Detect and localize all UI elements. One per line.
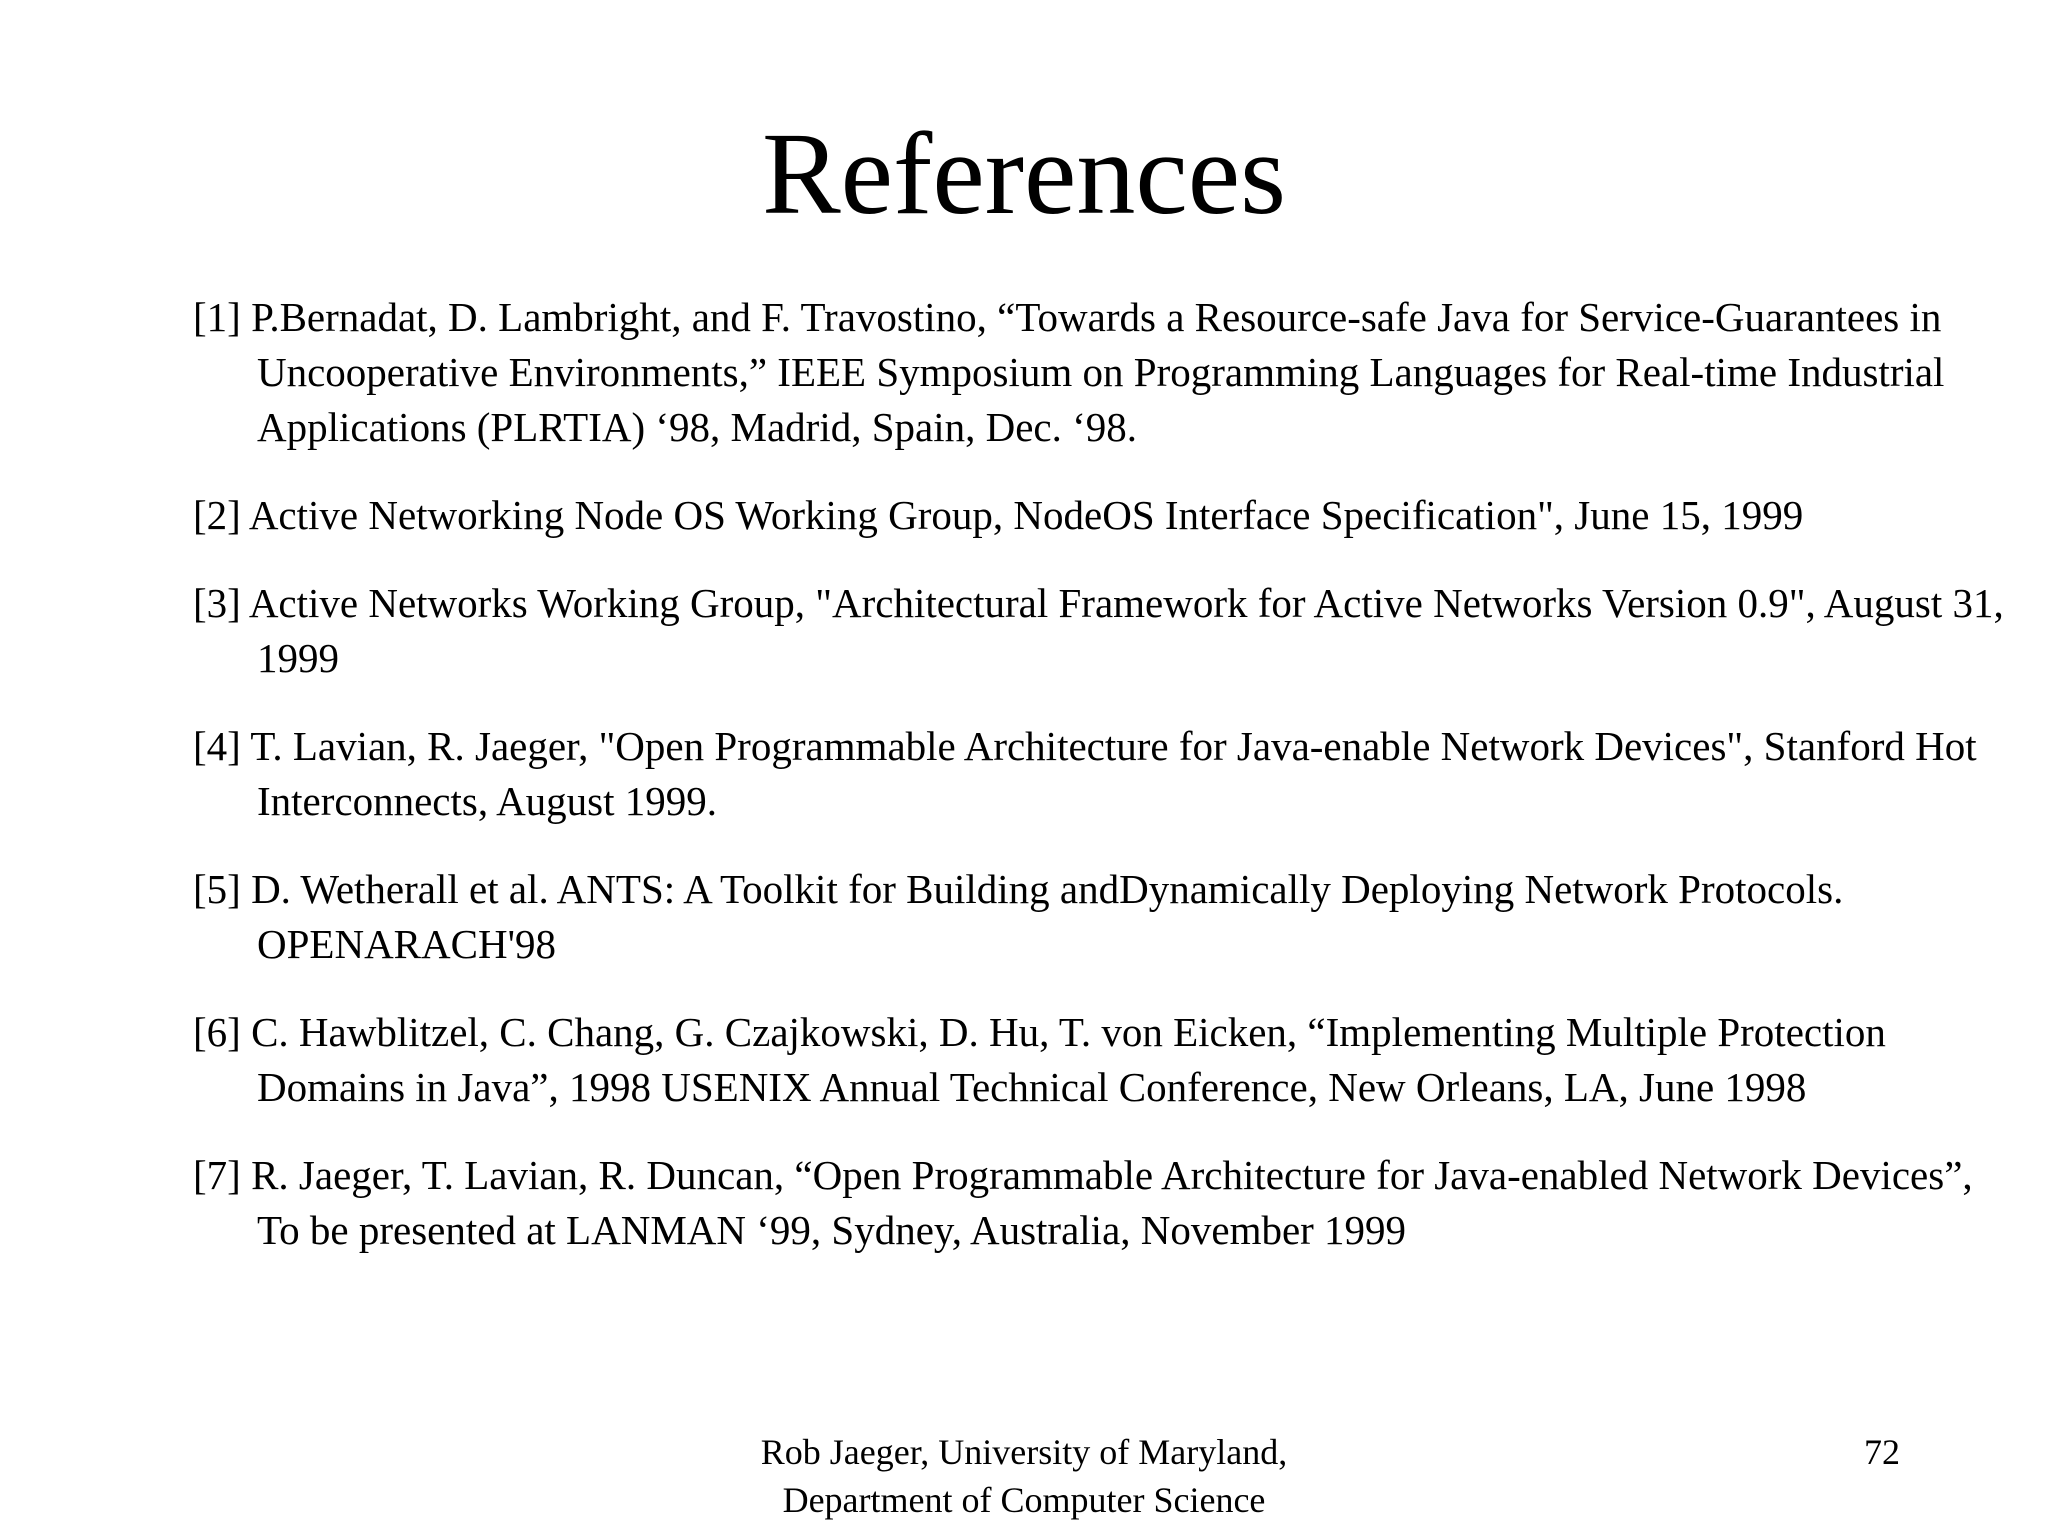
reference-item — [193, 290, 2013, 455]
reference-text: Active Networks Working Group, "Architectural Framework for Active Networks Version 0.9", August 31, 1999 — [248, 580, 2004, 681]
reference-text: P.Bernadat, D. Lambright, and F. Travostino, “Towards a Resource-safe Java for Service-Guarantees in Uncooperative Environments,” IEEE Symposium on Programming Languages for Real-time Industrial Applications (PLRTIA) ‘98, Madrid, Spain, Dec. ‘98. — [251, 294, 1945, 450]
reference-text: Active Networking Node OS Working Group, NodeOS Interface Specification", June 15, 1999 — [248, 492, 1804, 538]
reference-text: R. Jaeger, T. Lavian, R. Duncan, “Open Programmable Architecture for Java-enabled Network Devices”, To be presented at LANMAN ‘99, Sydney, Australia, November 1999 — [251, 1152, 1973, 1253]
reference-number: [6] — [193, 1009, 241, 1055]
page-number: 72 — [1864, 1432, 1900, 1472]
footer-author-line: Rob Jaeger, University of Maryland, — [760, 1432, 1288, 1472]
slide-footer — [0, 1428, 2048, 1524]
reference-item — [193, 1005, 2013, 1115]
reference-item — [193, 719, 2013, 829]
reference-number: [1] — [193, 294, 241, 340]
reference-text: D. Wetherall et al. ANTS: A Toolkit for Building andDynamically Deploying Network Protocols. OPENARACH'98 — [251, 866, 1844, 967]
reference-text: C. Hawblitzel, C. Chang, G. Czajkowski, D. Hu, T. von Eicken, “Implementing Multiple Protection Domains in Java”, 1998 USENIX Annual Technical Conference, New Orleans, LA, June 1998 — [251, 1009, 1886, 1110]
reference-number: [4] — [193, 723, 241, 769]
footer-department-line: Department of Computer Science — [782, 1480, 1266, 1520]
reference-item — [193, 488, 2013, 543]
reference-number: [2] — [193, 492, 241, 538]
reference-item — [193, 576, 2013, 686]
reference-text: T. Lavian, R. Jaeger, "Open Programmable Architecture for Java-enable Network Devices", Stanford Hot Interconnects, August 1999. — [250, 723, 1977, 824]
reference-number: [7] — [193, 1152, 241, 1198]
reference-number: [5] — [193, 866, 241, 912]
reference-item — [193, 1148, 2013, 1258]
reference-number: [3] — [193, 580, 241, 626]
reference-item — [193, 862, 2013, 972]
slide-title: References — [761, 108, 1287, 239]
reference-list — [193, 290, 2013, 1291]
